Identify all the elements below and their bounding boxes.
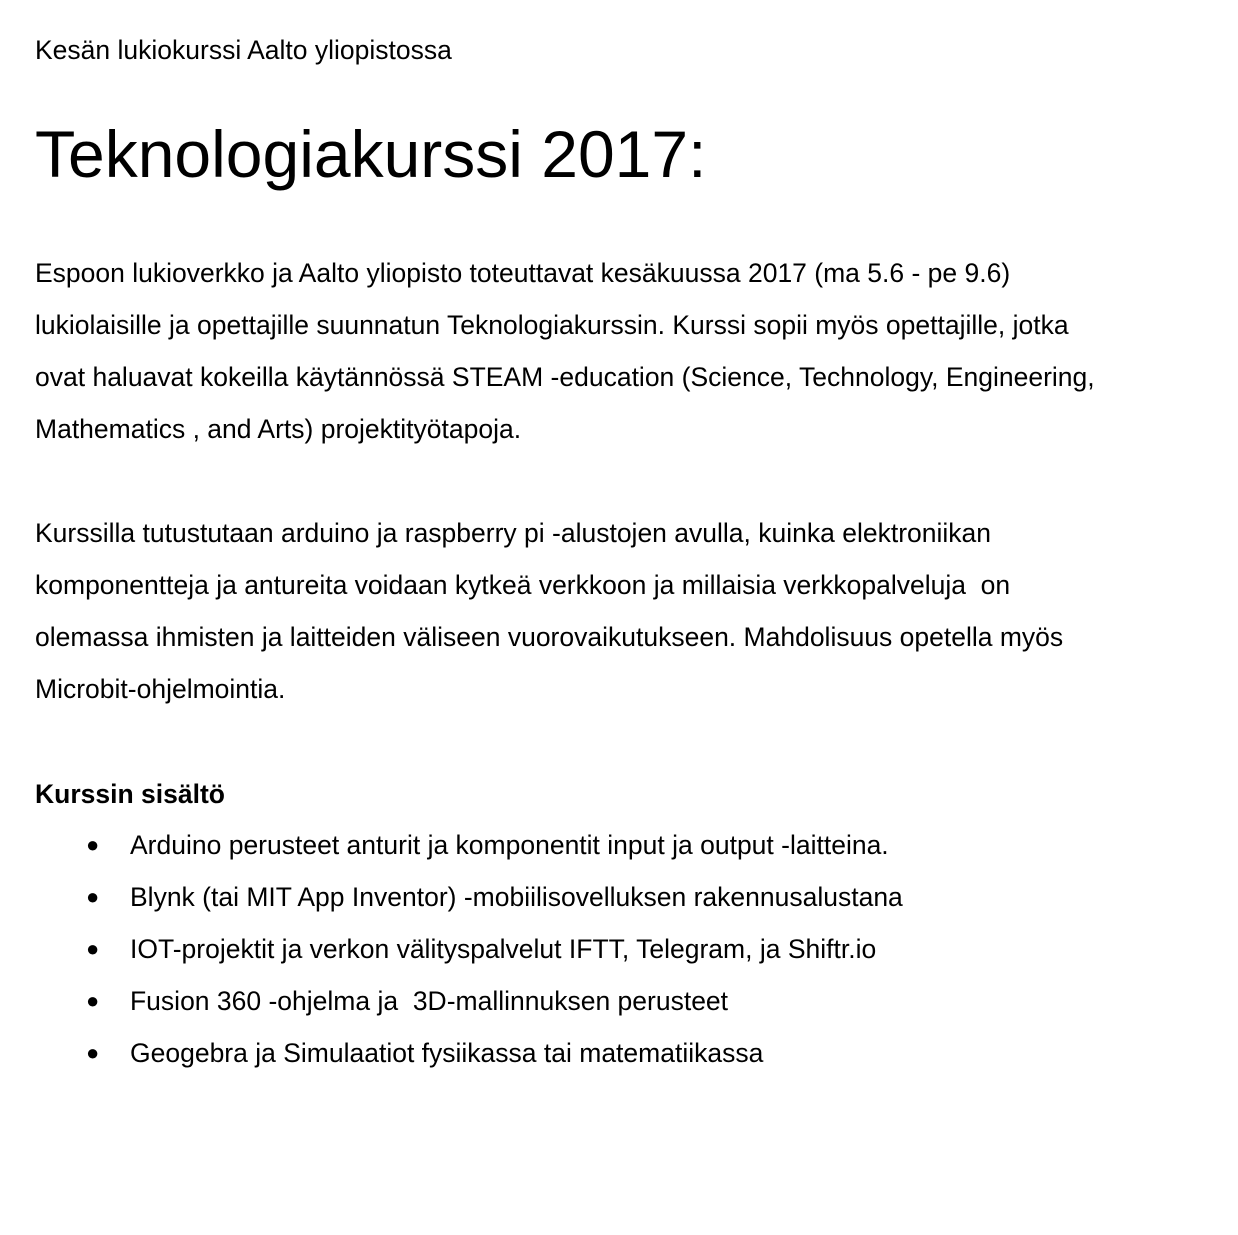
description-paragraph-line: komponentteja ja antureita voidaan kytkeä verkkoon ja millaisia verkkopalveluja on: [35, 570, 1011, 600]
bullet-icon: ●: [86, 988, 100, 1013]
list-item: [35, 871, 903, 923]
list-item: [35, 975, 729, 1027]
section-heading: Kurssin sisältö: [35, 779, 225, 809]
bullet-icon: ●: [86, 884, 100, 909]
list-item-text: IOT-projektit ja verkon välityspalvelut IFTT, Telegram, ja Shiftr.io: [130, 934, 877, 964]
list-item: [35, 923, 877, 975]
list-item-text: Geogebra ja Simulaatiot fysiikassa tai matematiikassa: [130, 1038, 764, 1068]
description-paragraph-line: Microbit-ohjelmointia.: [35, 674, 286, 704]
description-paragraph: [35, 507, 1063, 715]
document-subtitle: Kesän lukiokurssi Aalto yliopistossa: [35, 35, 452, 65]
bullet-icon: ●: [86, 1040, 100, 1065]
intro-paragraph-line: Espoon lukioverkko ja Aalto yliopisto toteuttavat kesäkuussa 2017 (ma 5.6 - pe 9.6): [35, 258, 1011, 288]
list-item-text: Blynk (tai MIT App Inventor) -mobiilisovelluksen rakennusalustana: [130, 882, 903, 912]
list-item-text: Arduino perusteet anturit ja komponentit input ja output -laitteina.: [130, 830, 889, 860]
intro-paragraph-line: Mathematics , and Arts) projektityötapoja.: [35, 414, 522, 444]
list-item: [35, 1027, 764, 1079]
document-title: Teknologiakurssi 2017:: [35, 117, 707, 191]
bullet-icon: ●: [86, 832, 100, 857]
list-item-text: Fusion 360 -ohjelma ja 3D-mallinnuksen perusteet: [130, 986, 729, 1016]
intro-paragraph-line: lukiolaisille ja opettajille suunnatun Teknologiakurssin. Kurssi sopii myös opettajille, jotka: [35, 310, 1069, 340]
list-item: [35, 819, 889, 871]
bullet-icon: ●: [86, 936, 100, 961]
description-paragraph-line: olemassa ihmisten ja laitteiden väliseen vuorovaikutukseen. Mahdolisuus opetella myös: [35, 622, 1064, 652]
intro-paragraph: [35, 247, 1095, 455]
description-paragraph-line: Kurssilla tutustutaan arduino ja raspberry pi -alustojen avulla, kuinka elektroniikan: [35, 518, 991, 548]
intro-paragraph-line: ovat haluavat kokeilla käytännössä STEAM -education (Science, Technology, Engineering,: [35, 362, 1095, 392]
course-content-list: [35, 819, 903, 1079]
